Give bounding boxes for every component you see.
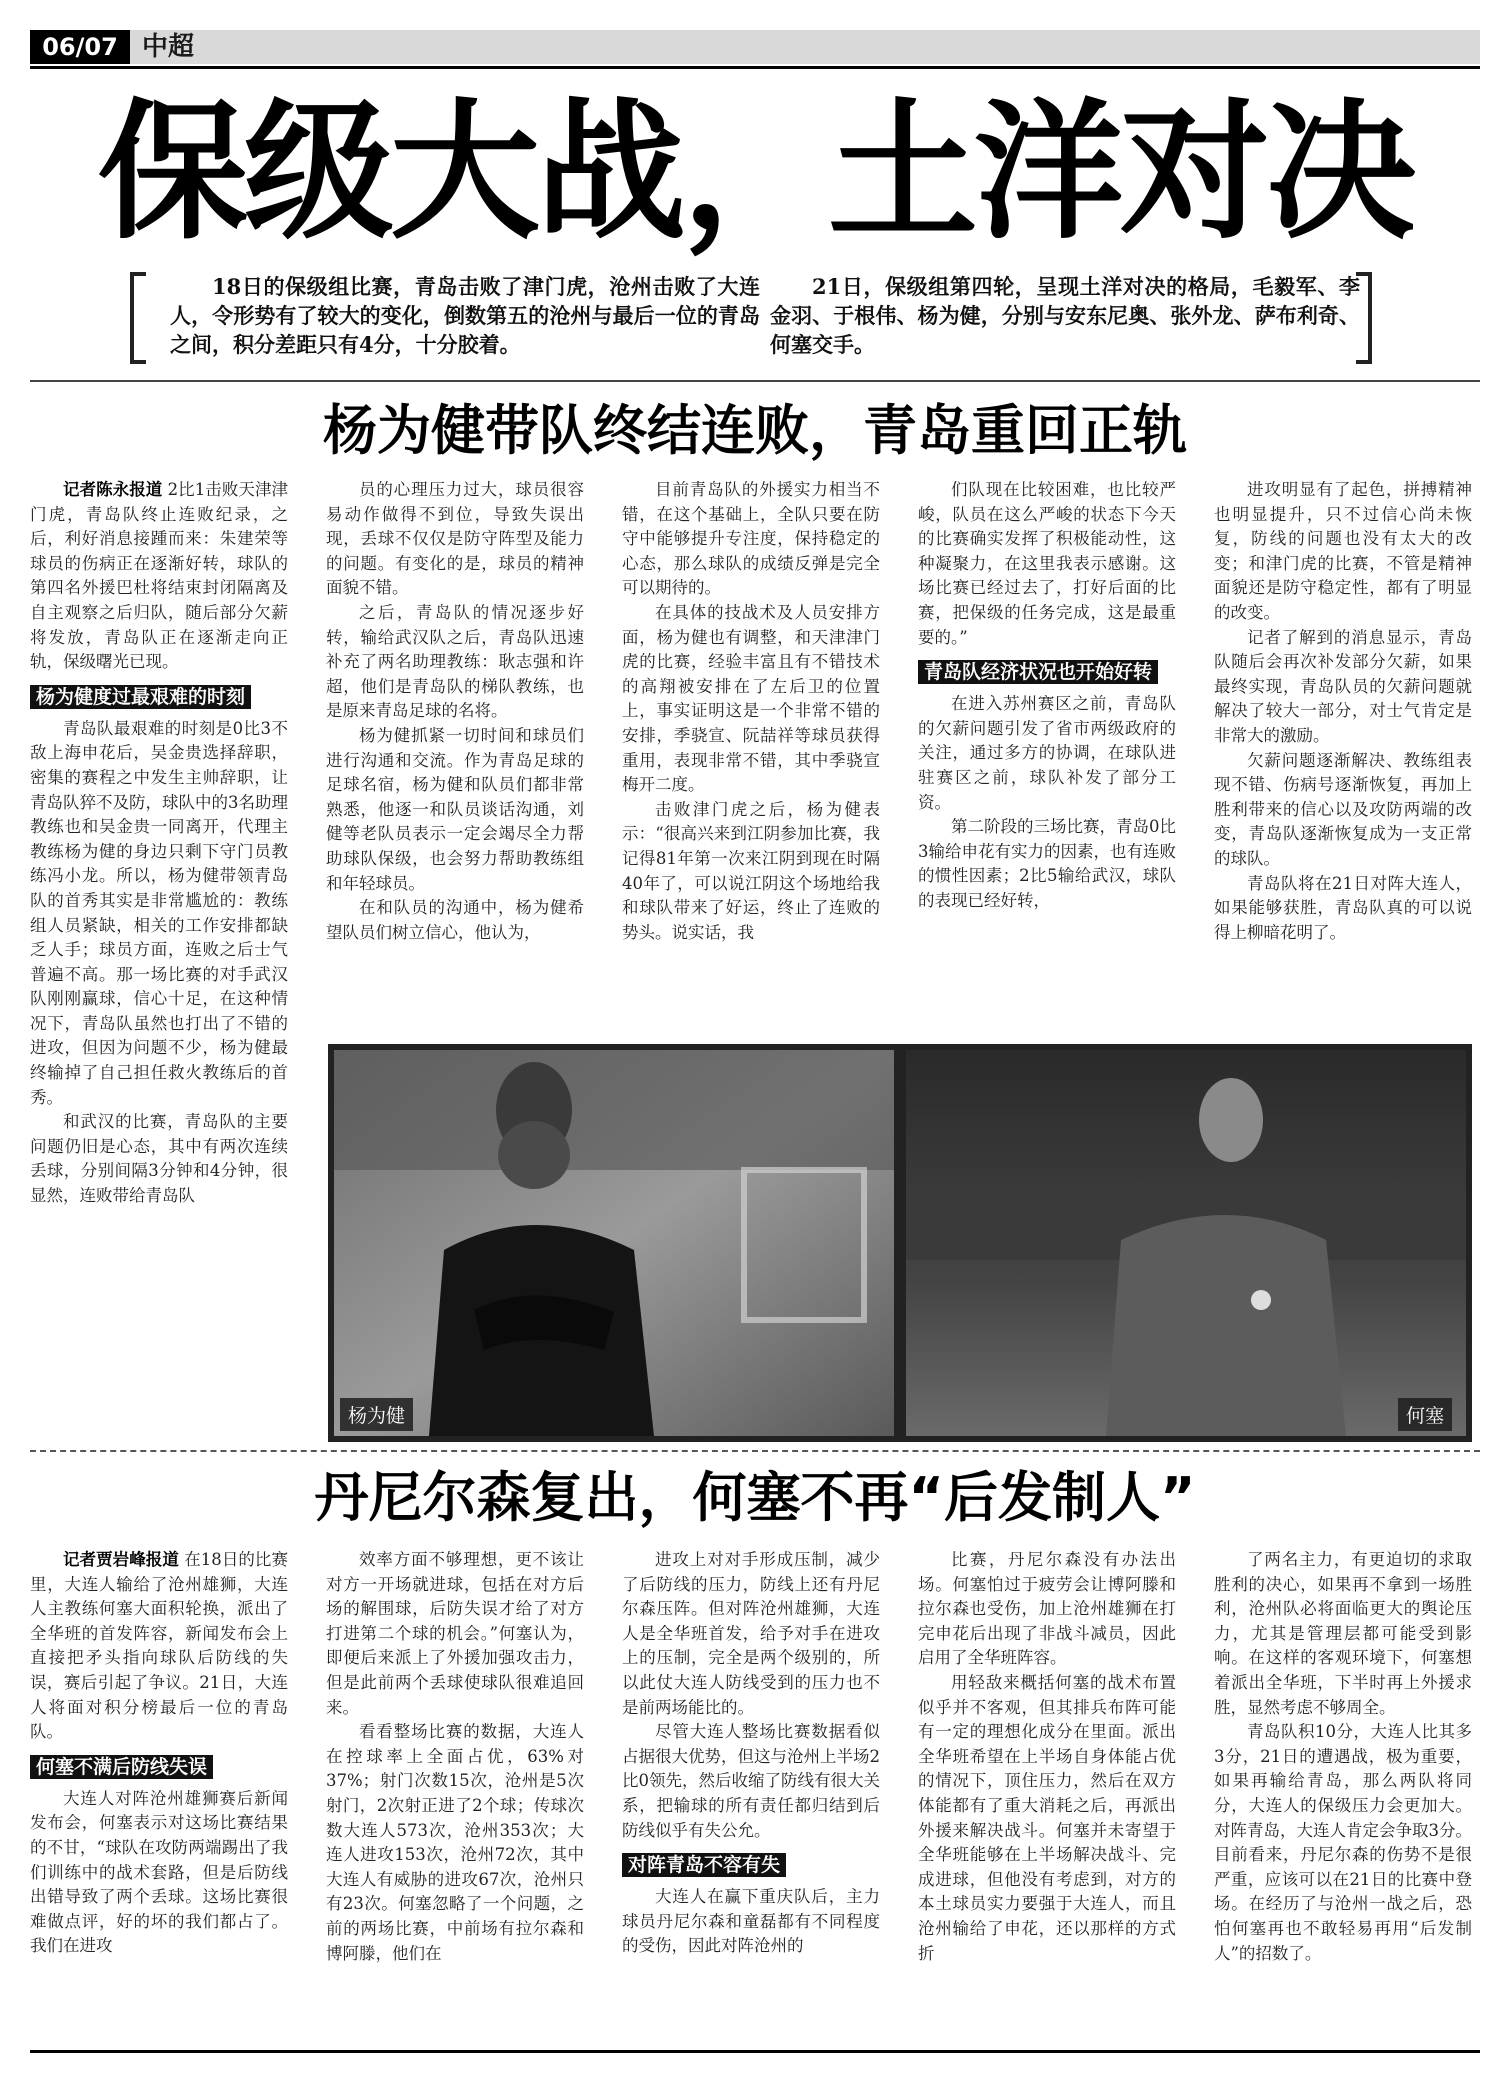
article1-text: 击败津门虎之后，杨为健表示：“很高兴来到江阴参加比赛，我记得81年第一次来江阴到现在时隔40年了，可以说江阴这个场地给我和球队带来了好运，终止了连败的势头。说实话，我 xyxy=(622,799,880,942)
article2-text: 青岛队积10分，大连人比其多3分，21日的遭遇战，极为重要，如果再输给青岛，那么两队将同分，大连人的保级压力会更加大。对阵青岛，大连人肯定会争取3分。目前看来，丹尼尔森的伤势不是很严重，应该可以在21日的比赛中登场。在经历了与沧州一战之后，恐怕何塞再也不敢轻易再用“后发制人”的招数了。 xyxy=(1214,1722,1472,1963)
article2-text: 大连人对阵沧州雄狮赛后新闻发布会，何塞表示对这场比赛结果的不甘，“球队在攻防两端踢出了我们训练中的战术套路，但是后防线出错导致了两个丢球。这场比赛很难做点评，好的坏的我们都占了。我们在进攻 xyxy=(30,1788,288,1956)
article2-col2 xyxy=(326,1548,584,2043)
article2-title: 丹尼尔森复出，何塞不再“后发制人” xyxy=(314,1466,1196,1529)
article1-subhead-2: 青岛队经济状况也开始好转 xyxy=(918,658,1176,686)
article1-col4 xyxy=(918,478,1176,1033)
article1-byline: 记者陈永报道 xyxy=(63,480,163,499)
article2-text: 了两名主力，有更迫切的求取胜利的决心，如果再不拿到一场胜利，沧州队必将面临更大的舆论压力，尤其是管理层都可能受到影响。在这样的客观环境下，何塞想着派出全华班，下半时再上外援求胜，显然考虑不够周全。 xyxy=(1214,1550,1472,1717)
section-label: 中超 xyxy=(142,32,195,62)
article2-byline: 记者贾岩峰报道 xyxy=(63,1550,179,1569)
article1-text: 目前青岛队的外援实力相当不错，在这个基础上，全队只要在防守中能够提升专注度，保持稳定的心态，那么球队的成绩反弹是完全可以期待的。 xyxy=(622,480,880,598)
article2-subhead-2: 对阵青岛不容有失 xyxy=(622,1851,880,1879)
article2-text: 大连人在赢下重庆队后，主力球员丹尼尔森和童磊都有不同程度的受伤，因此对阵沧州的 xyxy=(622,1887,880,1956)
divider xyxy=(30,380,1480,382)
footer-rule xyxy=(30,2050,1480,2053)
article2-text: 比赛，丹尼尔森没有办法出场。何塞怕过于疲劳会让博阿滕和拉尔森也受伤，加上沧州雄狮在打完申花后出现了非战斗减员，因此启用了全华班阵容。 xyxy=(918,1550,1176,1668)
article2-subhead-1: 何塞不满后防线失误 xyxy=(30,1753,288,1781)
article1-text: 进攻明显有了起色，拼搏精神也明显提升，只不过信心尚未恢复，防线的问题也没有太大的改变；和津门虎的比赛，不管是精神面貌还是防守稳定性，都有了明显的改变。 xyxy=(1214,480,1472,622)
article1-text: 之后，青岛队的情况逐步好转，输给武汉队之后，青岛队迅速补充了两名助理教练：耿志强和许超，他们是青岛队的梯队教练，也是原来青岛足球的名将。 xyxy=(326,602,584,721)
article1-col2 xyxy=(326,478,584,1033)
lead-paragraph-right: 21日，保级组第四轮，呈现土洋对决的格局，毛毅军、李金羽、于根伟、杨为健，分别与安东尼奥、张外龙、萨布利奇、何塞交手。 xyxy=(770,274,1360,357)
article2-col1 xyxy=(30,1548,288,2043)
article1-text: 和武汉的比赛，青岛队的主要问题仍旧是心态，其中有两次连续丢球，分别间隔3分钟和4分钟，很显然，连败带给青岛队 xyxy=(30,1112,288,1206)
article1-col3 xyxy=(622,478,880,1033)
article1-text: 青岛队最艰难的时刻是0比3不敌上海申花后，吴金贵选择辞职，密集的赛程之中发生主帅辞职，让青岛队猝不及防，球队中的3名助理教练也和吴金贵一同离开，代理主教练杨为健的身边只剩下守门员教练冯小龙。所以，杨为健带领青岛队的首秀其实是非常尴尬的：教练组人员紧缺，相关的工作安排都缺乏人手；球员方面，连败之后士气普遍不高。那一场比赛的对手武汉队刚刚赢球，信心十足，在这种情况下，青岛队虽然也打出了不错的进攻，但因为问题不少，杨为健最终输掉了自己担任救火教练后的首秀。 xyxy=(30,718,288,1107)
photo-caption-right: 何塞 xyxy=(1398,1398,1452,1431)
photo-yang-weijian xyxy=(334,1050,894,1436)
lead-bracket-left xyxy=(130,272,146,364)
photo-caption-left: 杨为健 xyxy=(340,1398,413,1431)
article2-text: 用轻敌来概括何塞的战术布置似乎并不客观，但其排兵布阵可能有一定的理想化成分在里面。派出全华班希望在上半场自身体能占优的情况下，顶住压力，然后在双方体能都有了重大消耗之后，再派出外援来解决战斗。何塞并未寄望于全华班能够在上半场解决战斗、完成进球，但他没有考虑到，对方的本土球员实力要强于大连人，而且沧州输给了申花，还以那样的方式折 xyxy=(918,1672,1176,1963)
lead-paragraph-left: 18日的保级组比赛，青岛击败了津门虎，沧州击败了大连人，令形势有了较大的变化，倒数第五的沧州与最后一位的青岛之间，积分差距只有4分，十分胶着。 xyxy=(170,274,760,357)
article1-text: 记者了解到的消息显示，青岛队随后会再次补发部分欠薪，如果最终实现，青岛队员的欠薪问题就解决了较大一部分，对士气肯定是非常大的激励。 xyxy=(1214,627,1472,745)
article2-col5 xyxy=(1214,1548,1472,2043)
article1-text: 青岛队将在21日对阵大连人，如果能够获胜，青岛队真的可以说得上柳暗花明了。 xyxy=(1214,873,1472,942)
article2-text: 尽管大连人整场比赛数据看似占据很大优势，但这与沧州上半场2比0领先，然后收缩了防线有很大关系，把输球的所有责任都归结到后防线似乎有失公允。 xyxy=(622,1722,880,1840)
article1-text: 第二阶段的三场比赛，青岛0比3输给申花有实力的因素，也有连败的惯性因素；2比5输给武汉，球队的表现已经好转， xyxy=(918,817,1176,910)
article1-text: 在进入苏州赛区之前，青岛队的欠薪问题引发了省市两级政府的关注，通过多方的协调，在球队进驻赛区之前，球队补发了部分工资。 xyxy=(918,694,1176,812)
divider xyxy=(30,1450,1480,1452)
header-rule xyxy=(30,66,1480,69)
article2-text: 在18日的比赛里，大连人输给了沧州雄狮，大连人主教练何塞大面积轮换，派出了全华班的首发阵容，新闻发布会上直接把矛头指向球队后防线的失误，赛后引起了争议。21日，大连人将面对积分榜最后一位的青岛队。 xyxy=(30,1550,288,1742)
top-bar xyxy=(30,30,1480,64)
article1-title: 杨为健带队终结连败，青岛重回正轨 xyxy=(323,399,1187,462)
article1-col1 xyxy=(30,478,288,1558)
article2-text: 效率方面不够理想，更不该让对方一开场就进球，包括在对方后场的解围球，后防失误才给了对方打进第二个球的机会。”何塞认为，即便后来派上了外援加强攻击力，但是此前两个丢球使球队很难追回来。 xyxy=(326,1550,584,1717)
article1-text: 们队现在比较困难，也比较严峻，队员在这么严峻的状态下今天的比赛确实发挥了积极能动性，这种凝聚力，在这里我表示感谢。这场比赛已经过去了，打好后面的比赛，把保级的任务完成，这是最重要的。” xyxy=(918,480,1176,647)
article1-text: 员的心理压力过大，球员很容易动作做得不到位，导致失误出现，丢球不仅仅是防守阵型及能力的问题。有变化的是，球员的精神面貌不错。 xyxy=(326,480,584,598)
article1-subhead-1: 杨为健度过最艰难的时刻 xyxy=(30,683,288,711)
article2-col3 xyxy=(622,1548,880,2043)
article1-text: 欠薪问题逐渐解决、教练组表现不错、伤病号逐渐恢复，再加上胜利带来的信心以及攻防两端的改变，青岛队逐渐恢复成为一支正常的球队。 xyxy=(1214,750,1472,868)
article2-text: 进攻上对对手形成压制，减少了后防线的压力，防线上还有丹尼尔森压阵。但对阵沧州雄狮，大连人是全华班首发，给予对手在进攻上的压制，完全是两个级别的，所以此仗大连人防线受到的压力也不是前两场能比的。 xyxy=(622,1550,880,1717)
article1-text: 2比1击败天津津门虎，青岛队终止连败纪录，之后，利好消息接踵而来：朱建荣等球员的伤病正在逐渐好转，球队的第四名外援巴杜将结束封闭隔离及自主观察之后归队，随后部分欠薪将发放，青岛队正在逐渐走向正轨，保级曙光已现。 xyxy=(30,480,288,672)
article1-col5 xyxy=(1214,478,1472,1033)
article2-col4 xyxy=(918,1548,1176,2043)
article2-text: 看看整场比赛的数据，大连人在控球率上全面占优，63%对37%；射门次数15次，沧州是5次射门，2次射正进了2个球；传球次数大连人573次，沧州353次；大连人进攻153次，沧州72次，其中大连人有威胁的进攻67次，沧州只有23次。何塞忽略了一个问题，之前的两场比赛，中前场有拉尔森和博阿滕，他们在 xyxy=(326,1722,584,1963)
main-headline: 保级大战，土洋对决 xyxy=(97,86,1412,260)
photo-jose xyxy=(906,1050,1466,1436)
article1-text: 在和队员的沟通中，杨为健希望队员们树立信心，他认为， xyxy=(326,898,584,942)
page-number: 06/07 xyxy=(30,30,130,64)
article1-text: 杨为健抓紧一切时间和球员们进行沟通和交流。作为青岛足球的足球名宿，杨为健和队员们都非常熟悉，他逐一和队员谈话沟通，刘健等老队员表示一定会竭尽全力帮助球队保级，也会努力帮助教练组和年轻球员。 xyxy=(326,725,584,893)
article1-text: 在具体的技战术及人员安排方面，杨为健也有调整，和天津津门虎的比赛，经验丰富且有不错技术的高翔被安排在了左后卫的位置上，事实证明这是一个非常不错的安排，季骁宣、阮喆祥等球员获得重用，表现非常不错，其中季骁宣梅开二度。 xyxy=(622,602,880,795)
